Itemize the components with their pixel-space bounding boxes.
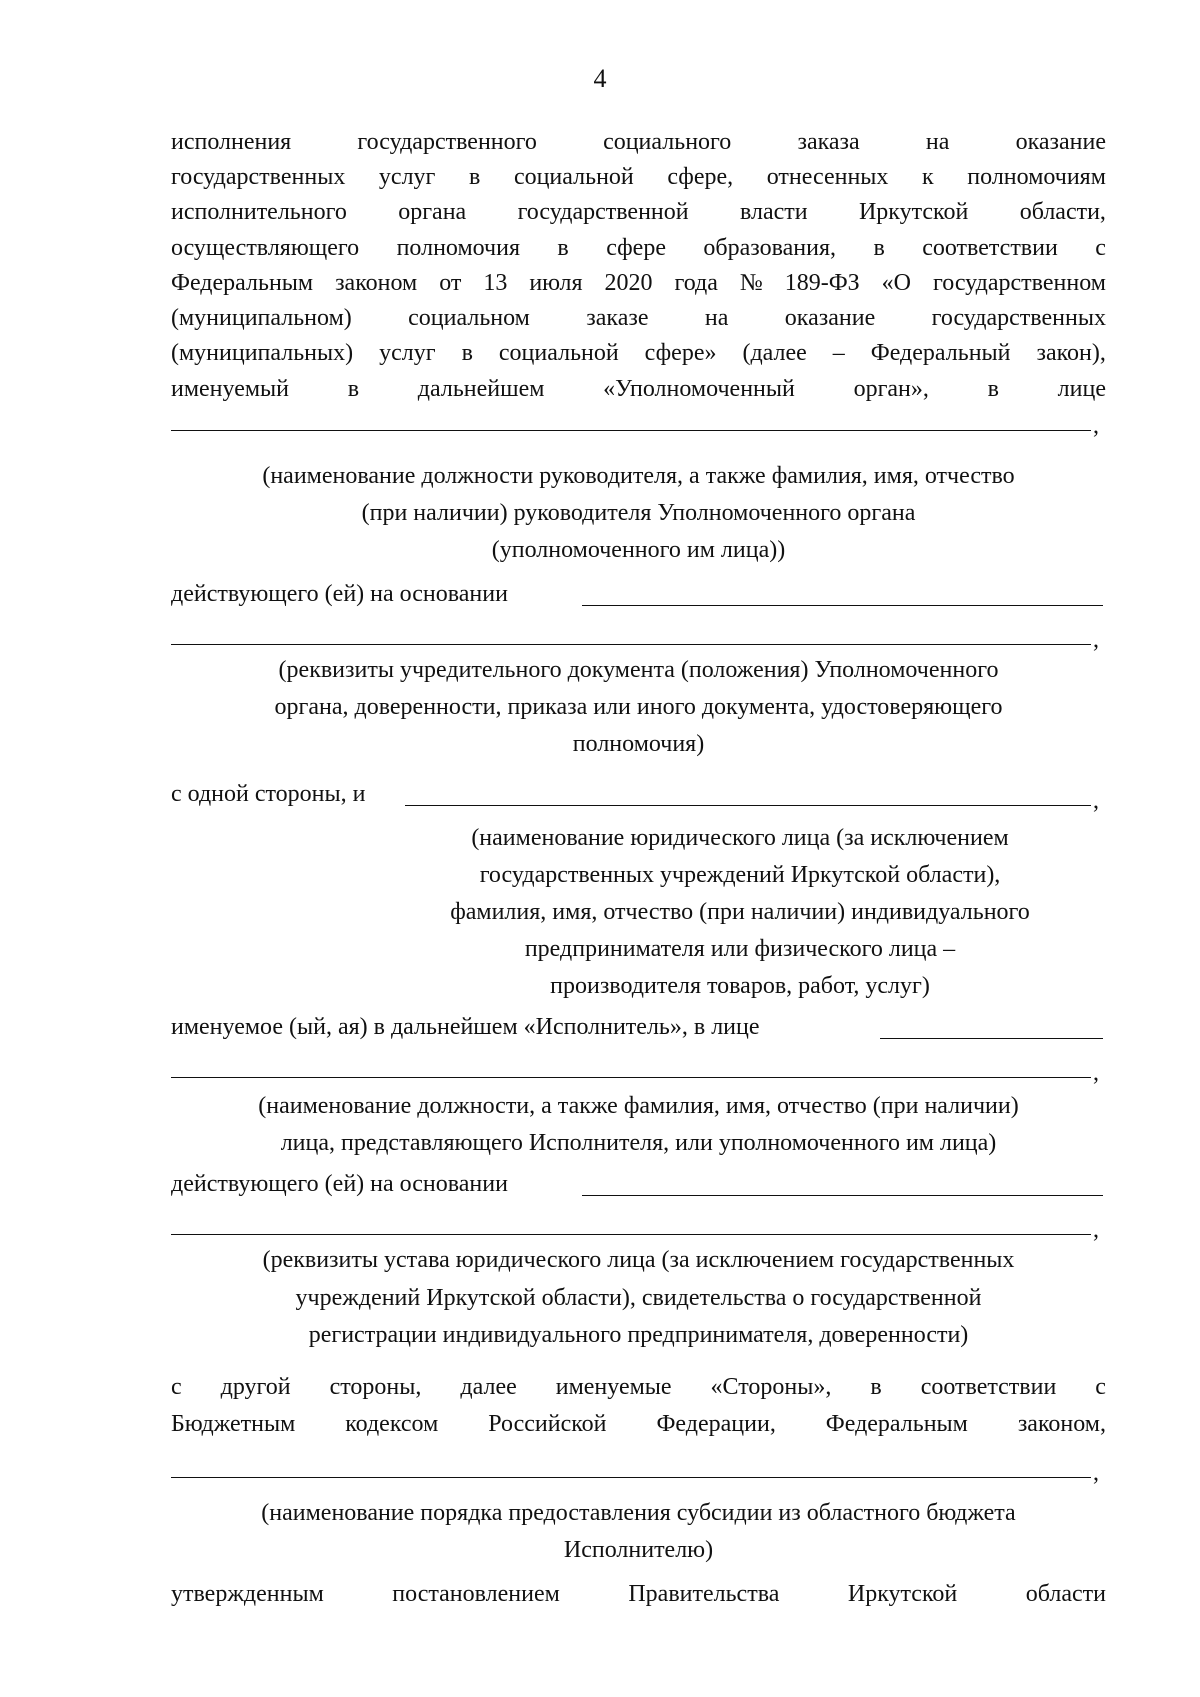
word: социальной — [498, 340, 619, 366]
word: на — [925, 129, 950, 155]
word: «О — [881, 270, 912, 296]
word: «Стороны», — [710, 1374, 832, 1400]
word: с — [1095, 235, 1106, 261]
word: полномочия — [396, 235, 520, 261]
comma-mark: , — [1093, 1217, 1099, 1243]
caption6-line-2: Исполнителю) — [563, 1537, 714, 1563]
word: Федерации, — [656, 1411, 776, 1437]
para1-line-3 — [171, 198, 1106, 226]
word: кодексом — [345, 1411, 439, 1437]
para1-line-4 — [171, 234, 1106, 262]
word: оказание — [784, 305, 876, 331]
comma-mark: , — [1093, 788, 1099, 814]
para2-line-1 — [171, 1373, 1106, 1401]
word: социального — [603, 129, 732, 155]
acting-basis-label: действующего (ей) на основании — [171, 581, 508, 607]
word: 189-ФЗ — [784, 270, 860, 296]
word: именуемый — [171, 376, 290, 402]
caption2-line-1: (реквизиты учредительного документа (положения) Уполномоченного — [278, 657, 999, 683]
word: оказание — [1015, 129, 1106, 155]
word: на — [704, 305, 729, 331]
word: государственном — [932, 270, 1106, 296]
word: услуг — [379, 340, 436, 366]
word: сфере» — [644, 340, 717, 366]
blank-line-basis-2-cont[interactable] — [171, 1234, 1091, 1235]
word: заказе — [586, 305, 649, 331]
word: другой — [220, 1374, 291, 1400]
word: государственной — [517, 199, 689, 225]
word: закон), — [1036, 340, 1106, 366]
word: соответствии — [920, 1374, 1057, 1400]
word: полномочиям — [967, 164, 1106, 190]
word: соответствии — [922, 235, 1058, 261]
word: законом, — [1017, 1411, 1106, 1437]
word: стороны, — [329, 1374, 422, 1400]
word: в — [987, 376, 999, 402]
caption4-line-1: (наименование должности, а также фамилия, имя, отчество (при наличии) — [258, 1093, 1019, 1119]
blank-line-basis-cont[interactable] — [171, 644, 1091, 645]
comma-mark: , — [1093, 1460, 1099, 1486]
caption1-line-3: (уполномоченного им лица)) — [491, 537, 786, 563]
caption4-line-2: лица, представляющего Исполнителя, или уполномоченного им лица) — [280, 1130, 997, 1156]
word: в — [870, 1374, 882, 1400]
blank-line-basis-2[interactable] — [582, 1195, 1103, 1196]
word: лице — [1057, 376, 1106, 402]
word: социальной — [513, 164, 634, 190]
word: заказа — [797, 129, 860, 155]
last-line — [171, 1580, 1106, 1608]
word: Правительства — [628, 1581, 780, 1607]
word: 2020 — [604, 270, 653, 296]
word: Российской — [488, 1411, 607, 1437]
word: постановлением — [392, 1581, 560, 1607]
one-side-label: с одной стороны, и — [171, 781, 366, 807]
word: сфере — [606, 235, 666, 261]
blank-line-executor-rep[interactable] — [880, 1038, 1103, 1039]
word: в — [461, 340, 473, 366]
word: в — [347, 376, 360, 402]
word: июля — [529, 270, 583, 296]
word: органа — [398, 199, 467, 225]
caption3-line-5: производителя товаров, работ, услуг) — [550, 973, 930, 999]
word: Иркутской — [858, 199, 969, 225]
caption5-line-1: (реквизиты устава юридического лица (за исключением государственных — [262, 1247, 1015, 1273]
word: в — [557, 235, 569, 261]
word: государственных — [171, 164, 346, 190]
word: года — [674, 270, 718, 296]
word: власти — [739, 199, 808, 225]
caption2-line-2: органа, доверенности, приказа или иного документа, удостоверяющего — [274, 694, 1003, 720]
blank-line-basis[interactable] — [582, 605, 1103, 606]
page-number: 4 — [593, 64, 607, 93]
word: (муниципальных) — [171, 340, 354, 366]
para2-line-2 — [171, 1410, 1106, 1438]
word: образования, — [703, 235, 837, 261]
word: государственных — [931, 305, 1106, 331]
word: орган», — [853, 376, 929, 402]
word: № — [739, 270, 763, 296]
word: (далее — [742, 340, 807, 366]
word: с — [1095, 1374, 1106, 1400]
word: Федеральным — [825, 1411, 968, 1437]
caption5-line-3: регистрации индивидуального предпринимателя, доверенности) — [308, 1322, 969, 1348]
para1-line-7 — [171, 339, 1106, 367]
word: Федеральным — [171, 270, 314, 296]
word: в — [873, 235, 885, 261]
caption3-line-4: предпринимателя или физического лица – — [524, 936, 956, 962]
blank-line-subsidy-order[interactable] — [171, 1477, 1091, 1478]
caption1-line-2: (при наличии) руководителя Уполномоченного органа — [361, 500, 916, 526]
word: утвержденным — [171, 1581, 324, 1607]
caption3-line-3: фамилия, имя, отчество (при наличии) индивидуального — [450, 899, 1030, 925]
blank-line-executor-rep-cont[interactable] — [171, 1077, 1091, 1078]
para1-line-6 — [171, 304, 1106, 332]
blank-line-executor-name[interactable] — [405, 805, 1091, 806]
comma-mark: , — [1093, 1060, 1099, 1086]
word: услуг — [378, 164, 436, 190]
comma-mark: , — [1093, 413, 1099, 439]
caption3-line-2: государственных учреждений Иркутской области), — [479, 862, 1001, 888]
word: – — [832, 340, 845, 366]
word: области — [1025, 1581, 1106, 1607]
caption3-line-1: (наименование юридического лица (за исключением — [471, 825, 1009, 851]
word: Бюджетным — [171, 1411, 296, 1437]
word: от — [439, 270, 462, 296]
word: осуществляющего — [171, 235, 360, 261]
word: (муниципальном) — [171, 305, 352, 331]
word: отнесенных — [766, 164, 889, 190]
word: далее — [460, 1374, 517, 1400]
word: 13 — [483, 270, 508, 296]
word: к — [922, 164, 934, 190]
word: дальнейшем — [417, 376, 545, 402]
word: Федеральный — [870, 340, 1011, 366]
word: области, — [1019, 199, 1106, 225]
word: сфере, — [667, 164, 734, 190]
word: именуемые — [555, 1374, 672, 1400]
word: исполнения — [171, 129, 292, 155]
word: с — [171, 1374, 182, 1400]
caption1-line-1: (наименование должности руководителя, а также фамилия, имя, отчество — [262, 463, 1015, 489]
caption5-line-2: учреждений Иркутской области), свидетельства о государственной — [295, 1285, 982, 1311]
blank-line-head-name[interactable] — [171, 430, 1091, 431]
para1-line-1 — [171, 128, 1106, 156]
para1-line-2 — [171, 163, 1106, 191]
word: законом — [335, 270, 418, 296]
word: Иркутской — [847, 1581, 958, 1607]
word: социальном — [408, 305, 530, 331]
executor-label: именуемое (ый, ая) в дальнейшем «Исполнитель», в лице — [171, 1014, 760, 1040]
para1-line-5 — [171, 269, 1106, 297]
acting-basis-label-2: действующего (ей) на основании — [171, 1171, 508, 1197]
word: государственного — [357, 129, 537, 155]
word: в — [469, 164, 481, 190]
comma-mark: , — [1093, 627, 1099, 653]
word: исполнительного — [171, 199, 347, 225]
caption2-line-3: полномочия) — [572, 731, 705, 757]
caption6-line-1: (наименование порядка предоставления субсидии из областного бюджета — [261, 1500, 1016, 1526]
para1-line-8 — [171, 375, 1106, 403]
word: «Уполномоченный — [603, 376, 795, 402]
